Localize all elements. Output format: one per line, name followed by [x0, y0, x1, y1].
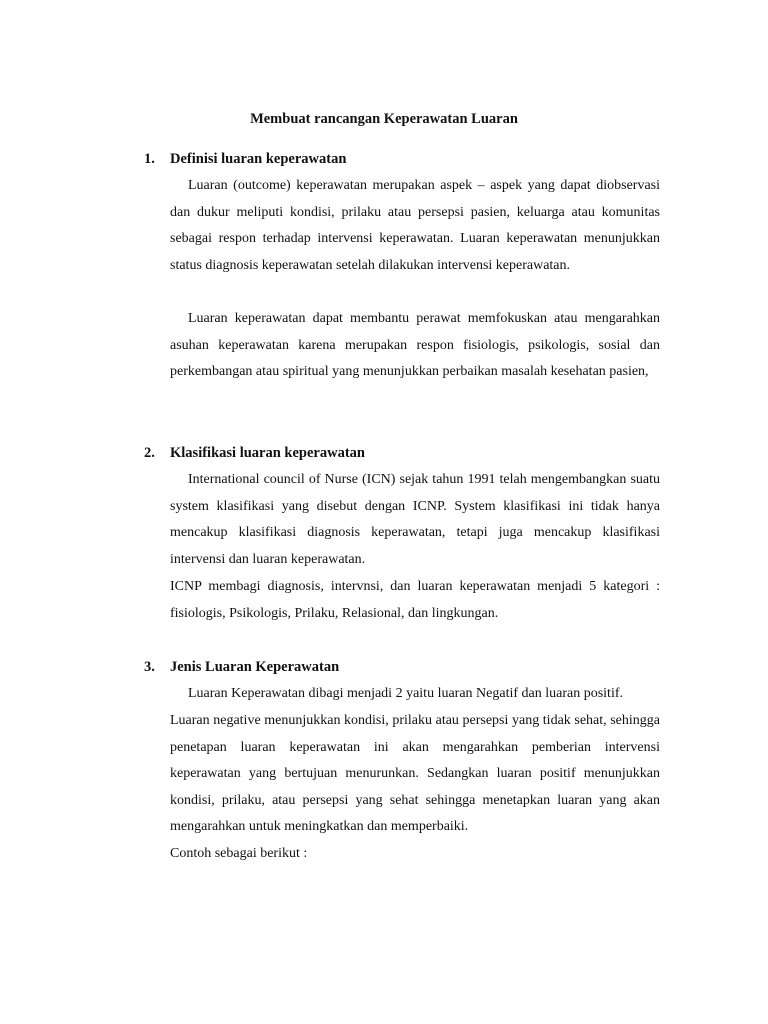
section-title: Jenis Luaran Keperawatan — [170, 659, 340, 675]
paragraph: International council of Nurse (ICN) sejak tahun 1991 telah mengembangkan suatu system klasifikasi yang disebut dengan ICNP. System klasifikasi ini tidak hanya mencakup klasifikasi diagnosis keperawatan, tetapi juga mencakup klasifikasi intervensi dan luaran keperawatan. — [170, 472, 660, 567]
paragraph: Luaran (outcome) keperawatan merupakan aspek – aspek yang dapat diobservasi dan dukur meliputi kondisi, prilaku atau persepsi pasien, keluarga atau komunitas sebagai respon terhadap intervensi keperawatan. Luaran keperawatan menunjukkan status diagnosis keperawatan setelah dilakukan intervensi keperawatan. — [170, 178, 660, 273]
section-heading-1 — [144, 149, 346, 169]
paragraph: Luaran keperawatan dapat membantu perawat memfokuskan atau mengarahkan asuhan keperawatan karena merupakan respon fisiologis, psikologis, sosial dan perkembangan atau spiritual yang menunjukkan perbaikan masalah kesehatan pasien, — [170, 311, 660, 380]
section-title: Klasifikasi luaran keperawatan — [170, 445, 365, 461]
document-title: Membuat rancangan Keperawatan Luaran — [250, 111, 518, 127]
paragraph: Contoh sebagai berikut : — [170, 846, 308, 861]
section-title: Definisi luaran keperawatan — [170, 151, 347, 167]
section-number: 2. — [144, 445, 155, 461]
paragraph: ICNP membagi diagnosis, intervnsi, dan luaran keperawatan menjadi 5 kategori : fisiologis, Psikologis, Prilaku, Relasional, dan lingkungan. — [170, 579, 660, 621]
section-heading-3 — [144, 657, 339, 677]
section-number: 1. — [144, 151, 155, 167]
section-heading-2 — [144, 443, 365, 463]
paragraph: Luaran Keperawatan dibagi menjadi 2 yaitu luaran Negatif dan luaran positif. — [188, 686, 623, 701]
section-number: 3. — [144, 659, 155, 675]
paragraph: Luaran negative menunjukkan kondisi, prilaku atau persepsi yang tidak sehat, sehingga penetapan luaran keperawatan ini akan mengarahkan pemberian intervensi keperawatan yang bertujuan menurunkan. Sedangkan luaran positif menunjukkan kondisi, prilaku, atau persepsi yang sehat sehingga menetapkan luaran yang akan mengarahkan untuk meningkatkan dan memperbaiki. — [170, 713, 660, 835]
